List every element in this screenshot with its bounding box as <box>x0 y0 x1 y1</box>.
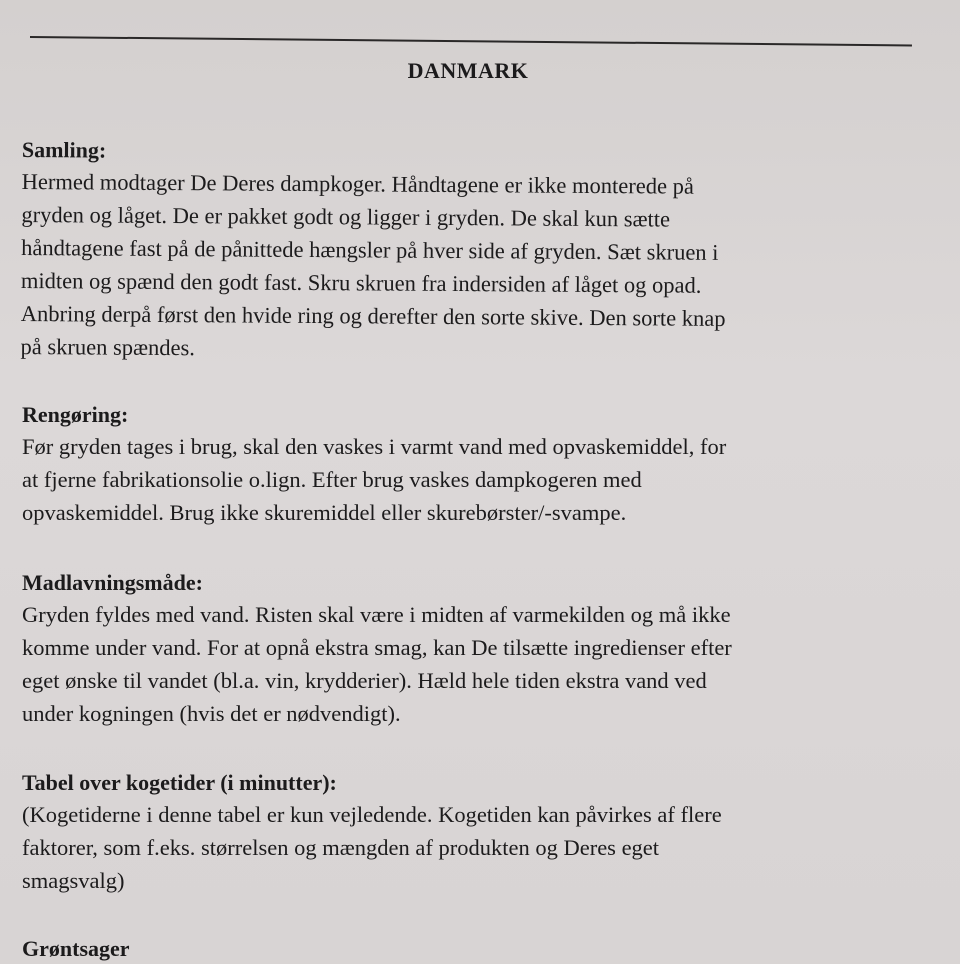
paragraph-line: gryden og låget. De er pakket godt og ligger i gryden. De skal kun sætte <box>21 201 671 232</box>
paragraph-line: under kogningen (hvis det er nødvendigt). <box>22 701 401 726</box>
paragraph-line: Anbring derpå først den hvide ring og derefter den sorte skive. Den sorte knap <box>20 300 726 331</box>
top-rule-divider <box>30 36 912 46</box>
paragraph-line: Gryden fyldes med vand. Risten skal være i midten af varmekilden og må ikke <box>22 602 731 627</box>
section-heading: Madlavningsmåde: <box>22 570 203 595</box>
paragraph-line: smagsvalg) <box>22 868 125 893</box>
paragraph-line: midten og spænd den godt fast. Skru skruen fra indersiden af låget og opad. <box>20 267 702 298</box>
section-heading: Grøntsager <box>22 936 130 961</box>
section-paragraph <box>22 798 912 897</box>
section-tabel-kogetider <box>22 768 912 897</box>
paragraph-line: at fjerne fabrikationsolie o.lign. Efter brug vaskes dampkogeren med <box>22 467 642 492</box>
paragraph-line: eget ønske til vandet (bl.a. vin, krydderier). Hæld hele tiden ekstra vand ved <box>22 668 707 693</box>
section-heading: Samling: <box>21 136 107 163</box>
paragraph-line: faktorer, som f.eks. størrelsen og mængden af produkten og Deres eget <box>22 835 660 860</box>
section-rengoring <box>22 400 912 529</box>
paragraph-line: håndtagene fast på de pånittede hængsler på hver side af gryden. Sæt skruen i <box>21 234 719 265</box>
paragraph-line: opvaskemiddel. Brug ikke skuremiddel eller skurebørster/-svampe. <box>22 500 627 525</box>
paragraph-line: på skruen spændes. <box>20 333 195 361</box>
page-title: DANMARK <box>407 58 529 83</box>
section-paragraph <box>22 598 912 730</box>
paragraph-line: komme under vand. For at opnå ekstra smag, kan De tilsætte ingredienser efter <box>22 635 732 660</box>
section-heading: Rengøring: <box>22 402 129 427</box>
section-paragraph <box>20 165 911 369</box>
section-madlavningsmaade <box>22 568 912 730</box>
paragraph-line: (Kogetiderne i denne tabel er kun vejledende. Kogetiden kan påvirkes af flere <box>22 802 722 827</box>
paragraph-line: Hermed modtager De Deres dampkoger. Håndtagene er ikke monterede på <box>21 168 694 199</box>
paragraph-line: Før gryden tages i brug, skal den vaskes i varmt vand med opvaskemiddel, for <box>22 434 727 459</box>
section-samling <box>20 135 912 369</box>
section-paragraph <box>22 430 912 529</box>
section-heading: Tabel over kogetider (i minutter): <box>22 770 337 795</box>
